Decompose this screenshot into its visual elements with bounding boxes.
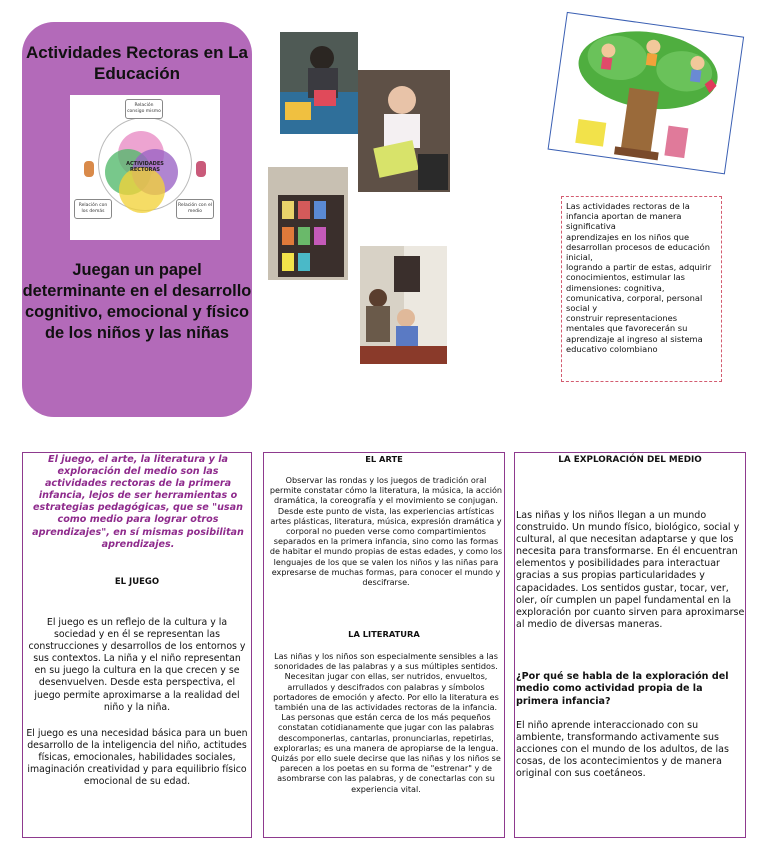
info-line: aprendizajes en los niños que desarrollan procesos de educación inicial, <box>566 231 711 263</box>
photo-bookshelf <box>268 167 348 280</box>
photo-baby-painting <box>358 70 450 192</box>
intro-text: El juego, el arte, la literatura y la exploración del medio son las actividades rectoras de la primera infancia, lejos de ser herramientas o estrategias pedagógicas, que se "usan como medio para lograr otros aprendizajes", en sí mismas posibilitan aprendizajes. <box>32 454 244 550</box>
diagram-center-label: ACTIVIDADES RECTORAS <box>126 161 164 173</box>
exploracion-paragraph: Las niñas y los niños llegan a un mundo construido. Un mundo físico, biológico, social y cultural, al que necesitan adaptarse y que los necesita para transformarse. En él encuentran elementos y posibilidades para interactuar gracias a sus propias particularidades y capacidades. Los sentidos gustar, tocar, ver, oler, oír cumplen un papel fundamental en la exploración por cuanto sirven para aproximarse al medio de diversas maneras. <box>516 510 745 630</box>
tagline: Juegan un papel determinante en el desarrollo cognitivo, emocional y físico de los niños y las niñas <box>22 261 252 342</box>
section-heading-exploracion: LA EXPLORACIÓN DEL MEDIO <box>558 455 702 465</box>
literatura-paragraph: Las niñas y los niños son especialmente sensibles a las sonoridades de las palabras y a sus múltiples sentidos. Necesitan jugar con ellas, ser nutridos, envueltos, arrullados y descifrados con palabras y símbolos portadores de emoción y afecto. Por ello la literatura es también una de las actividades rectoras de la infancia. Las personas que están cerca de los más pequeños constatan cotidianamente que jugar con las palabras descomponerlas, cantarlas, pronunciarlas, repetirlas, explorarlas; es una manera de apropiarse de la lengua. Quizás por ello suele decirse que las niñas y los niños se parecen a los poetas en su forma de "estrenar" y de asombrarse con las palabras, y de conectarlas con su experiencia vital. <box>271 651 501 794</box>
page-title: Actividades Rectoras en La Educación <box>25 43 249 83</box>
juego-paragraph: El juego es un reflejo de la cultura y la sociedad y en él se representan las construcciones y desarrollos de los entornos y sus contextos. La niña y el niño representan en su juego la cultura en la que crecen y se desenvuelven. Desde esta perspectiva, el juego permite aproximarse a la realidad del niño y la niña. <box>28 617 246 713</box>
diagram-box-environment: Relación con el medio <box>176 199 214 219</box>
child-figure-icon <box>196 161 206 177</box>
exploracion-paragraph: El niño aprende interaccionado con su ambiente, transformando activamente sus acciones con el mundo de los adultos, de las cosas, de los acontecimientos y de manera original con sus coetáneos. <box>516 720 729 780</box>
photo-child-painting <box>280 32 358 134</box>
column-exploracion <box>514 452 746 838</box>
diagram-box-self: Relación consigo mismo <box>125 99 163 119</box>
activities-diagram <box>70 95 220 240</box>
tree-illustration <box>543 10 748 175</box>
section-heading-juego: EL JUEGO <box>114 577 160 587</box>
info-line: logrando a partir de estas, adquirir conocimientos, estimular las dimensiones: cognitiva, comunicativa, corporal, personal social y <box>566 262 712 314</box>
juego-paragraph: El juego es una necesidad básica para un buen desarrollo de la inteligencia del niño, actitudes físicas, emocionales, habilidades sociales, imaginación creatividad y para equilibrio físico emocional de su edad. <box>26 728 248 788</box>
photo-children-reading <box>360 246 447 364</box>
yellow-circle <box>119 167 165 213</box>
info-line: construir representaciones mentales que favorecerán su aprendizaje al ingreso al sistema educativo colombiano <box>566 313 703 354</box>
info-box <box>561 196 722 382</box>
diagram-box-others: Relación con los demás <box>74 199 112 219</box>
child-figure-icon <box>84 161 94 177</box>
title-card <box>22 22 252 417</box>
section-heading-arte: EL ARTE <box>365 454 403 464</box>
exploracion-question: ¿Por qué se habla de la exploración del medio como actividad propia de la primera infancia? <box>516 671 729 707</box>
arte-paragraph: Observar las rondas y los juegos de tradición oral permite constatar cómo la literatura, la música, la acción dramática, la coreografía y el movimiento se conjugan. Desde este punto de vista, las experiencias artísticas artes plásticas, literatura, música, expresión dramática y corporal no pueden verse como compartimientos separados en la primera infancia, sino como las formas de habitar el mundo propias de estas edades, y como los lenguajes de los que se valen los niños y las niñas para expresarse de muchas formas, para conocer el mundo y descifrarse. <box>269 475 503 588</box>
info-line: Las actividades rectoras de la infancia aportan de manera significativa <box>566 201 690 232</box>
column-juego <box>22 452 252 838</box>
column-arte-literatura <box>263 452 505 838</box>
section-heading-literatura: LA LITERATURA <box>348 629 420 639</box>
